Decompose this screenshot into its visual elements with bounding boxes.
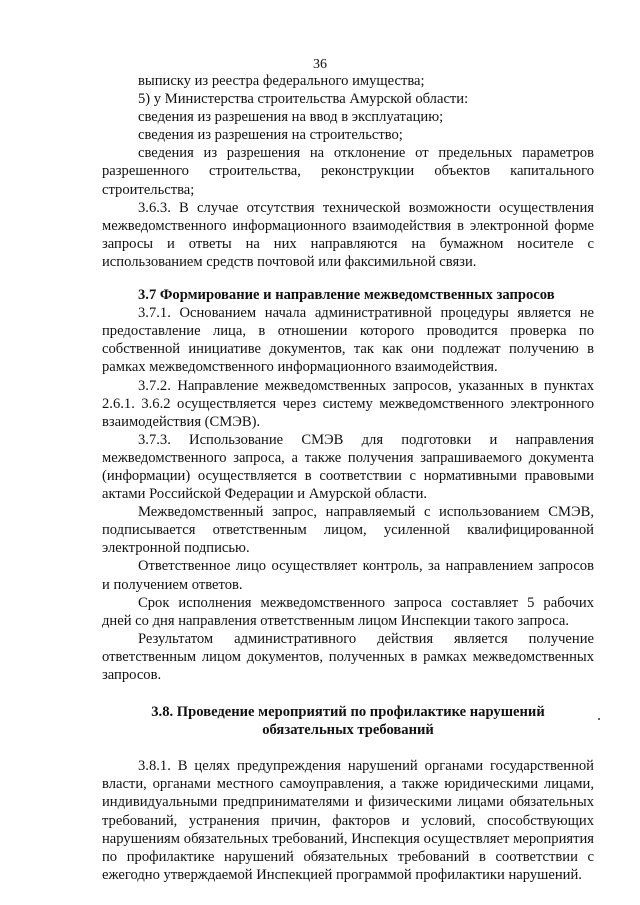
paragraph: сведения из разрешения на строительство; [138, 127, 403, 144]
page-number: 36 [313, 57, 327, 72]
paragraph: сведения из разрешения на отклонение от предельных параметров разрешенного строительства, реконструкции объектов капитального строительства; [102, 145, 594, 198]
paragraph: Срок исполнения межведомственного запроса составляет 5 рабочих дней со дня направления ответственным лицом Инспекции такого запроса. [102, 594, 594, 629]
scan-speck [598, 718, 600, 720]
paragraph: Результатом административного действия является получение ответственным лицом документов, полученных в рамках межведомственных запросов. [102, 630, 594, 683]
section-heading-3-8-line2: обязательных требований [262, 722, 434, 739]
paragraph: Межведомственный запрос, направляемый с использованием СМЭВ, подписывается ответственным лицом, усиленной квалифицированной электронной подписью. [102, 504, 594, 557]
section-heading-3-7: 3.7 Формирование и направление межведомственных запросов [138, 287, 555, 304]
paragraph: сведения из разрешения на ввод в эксплуатацию; [138, 109, 444, 126]
paragraph: Ответственное лицо осуществляет контроль, за направлением запросов и получением ответов. [102, 558, 594, 593]
paragraph: 5) у Министерства строительства Амурской области: [138, 91, 469, 108]
paragraph: выписку из реестра федерального имущества; [138, 73, 425, 89]
paragraph: 3.7.2. Направление межведомственных запросов, указанных в пунктах 2.6.1. 3.6.2 осуществляется через систему межведомственного электронного взаимодействия (СМЭВ). [102, 377, 594, 430]
paragraph: 3.6.3. В случае отсутствия технической возможности осуществления межведомственного информационного взаимодействия в электронной форме запросы и ответы на них направляются на бумажном носителе с использованием средств почтовой или факсимильной связи. [102, 199, 594, 270]
paragraph: 3.8.1. В целях предупреждения нарушений органами государственной власти, органами местного самоуправления, а также юридическими лицами, индивидуальными предпринимателями и физическими лицами обязательных требований, устранения причин, факторов и условий, способствующих нарушениям обязательных требований, Инспекция осуществляет мероприятия по профилактике нарушений обязательных требований в соответствии с ежегодно утверждаемой Инспекцией программой профилактики нарушений. [102, 758, 594, 883]
document-body [102, 72, 594, 884]
section-heading-3-8 [102, 703, 594, 739]
section-heading-3-8-line1: 3.8. Проведение мероприятий по профилактике нарушений [151, 704, 545, 721]
paragraph: 3.7.1. Основанием начала административной процедуры является не предоставление лица, в отношении которого проводится проверка по собственной инициативе документов, так как они подлежат получению в рамках межведомственного информационного взаимодействия. [102, 305, 594, 376]
paragraph: 3.7.3. Использование СМЭВ для подготовки и направления межведомственного запроса, а также получения запрашиваемого документа (информации) осуществляется в соответствии с нормативными правовыми актами Российской Федерации и Амурской области. [102, 431, 594, 503]
